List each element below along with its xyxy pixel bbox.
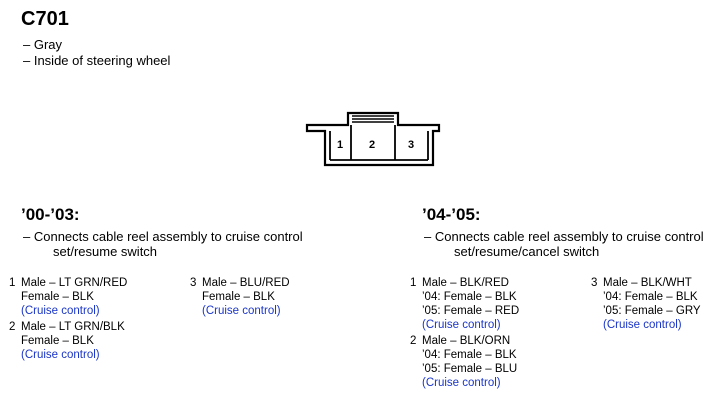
pin-number: 3 xyxy=(190,277,197,289)
circuit-link[interactable]: (Cruise control) xyxy=(21,305,100,317)
section-description: – Connects cable reel assembly to cruise control xyxy=(23,229,303,244)
pin-number-2: 2 xyxy=(369,139,376,151)
female-wire: Female – BLK xyxy=(21,335,94,347)
pin-number: 2 xyxy=(9,321,16,333)
female-wire-05: ’05: Female – GRY xyxy=(603,305,701,317)
female-wire-05: ’05: Female – RED xyxy=(422,305,520,317)
pin-entry-2 xyxy=(9,320,125,362)
circuit-link[interactable]: (Cruise control) xyxy=(603,319,682,331)
female-wire-04: ’04: Female – BLK xyxy=(603,291,698,303)
male-wire: Male – LT GRN/BLK xyxy=(21,321,125,333)
section-description: set/resume switch xyxy=(53,244,158,259)
male-wire: Male – BLU/RED xyxy=(202,277,290,289)
pin-number-1: 1 xyxy=(337,139,344,151)
female-wire: Female – BLK xyxy=(21,291,94,303)
male-wire: Male – BLK/RED xyxy=(422,277,509,289)
male-wire: Male – BLK/WHT xyxy=(603,277,692,289)
male-wire: Male – BLK/ORN xyxy=(422,335,511,347)
pin-number: 2 xyxy=(410,335,417,347)
female-wire: Female – BLK xyxy=(202,291,275,303)
female-wire-04: ’04: Female – BLK xyxy=(422,349,517,361)
connector-face-diagram xyxy=(300,105,445,170)
pin-number: 3 xyxy=(591,277,598,289)
section-description: – Connects cable reel assembly to cruise control xyxy=(424,229,704,244)
pin-entry-1 xyxy=(410,276,519,332)
location-note: – Inside of steering wheel xyxy=(23,53,171,68)
circuit-link[interactable]: (Cruise control) xyxy=(422,377,501,389)
circuit-link[interactable]: (Cruise control) xyxy=(422,319,501,331)
section-description: set/resume/cancel switch xyxy=(454,244,600,259)
circuit-link[interactable]: (Cruise control) xyxy=(21,349,100,361)
section-title-04-05: ’04-’05: xyxy=(422,205,481,224)
connector-title: C701 xyxy=(21,8,69,30)
pin-number-3: 3 xyxy=(408,139,415,151)
pin-number: 1 xyxy=(410,277,417,289)
pin-number: 1 xyxy=(9,277,16,289)
circuit-link[interactable]: (Cruise control) xyxy=(202,305,281,317)
male-wire: Male – LT GRN/RED xyxy=(21,277,128,289)
female-wire-04: ’04: Female – BLK xyxy=(422,291,517,303)
female-wire-05: ’05: Female – BLU xyxy=(422,363,518,375)
pin-entry-3 xyxy=(591,276,701,332)
section-title-00-03: ’00-’03: xyxy=(21,205,80,224)
pin-entry-1 xyxy=(9,276,127,318)
color-note: – Gray xyxy=(23,37,63,52)
pin-entry-2 xyxy=(410,334,517,390)
pin-entry-3 xyxy=(190,276,290,318)
